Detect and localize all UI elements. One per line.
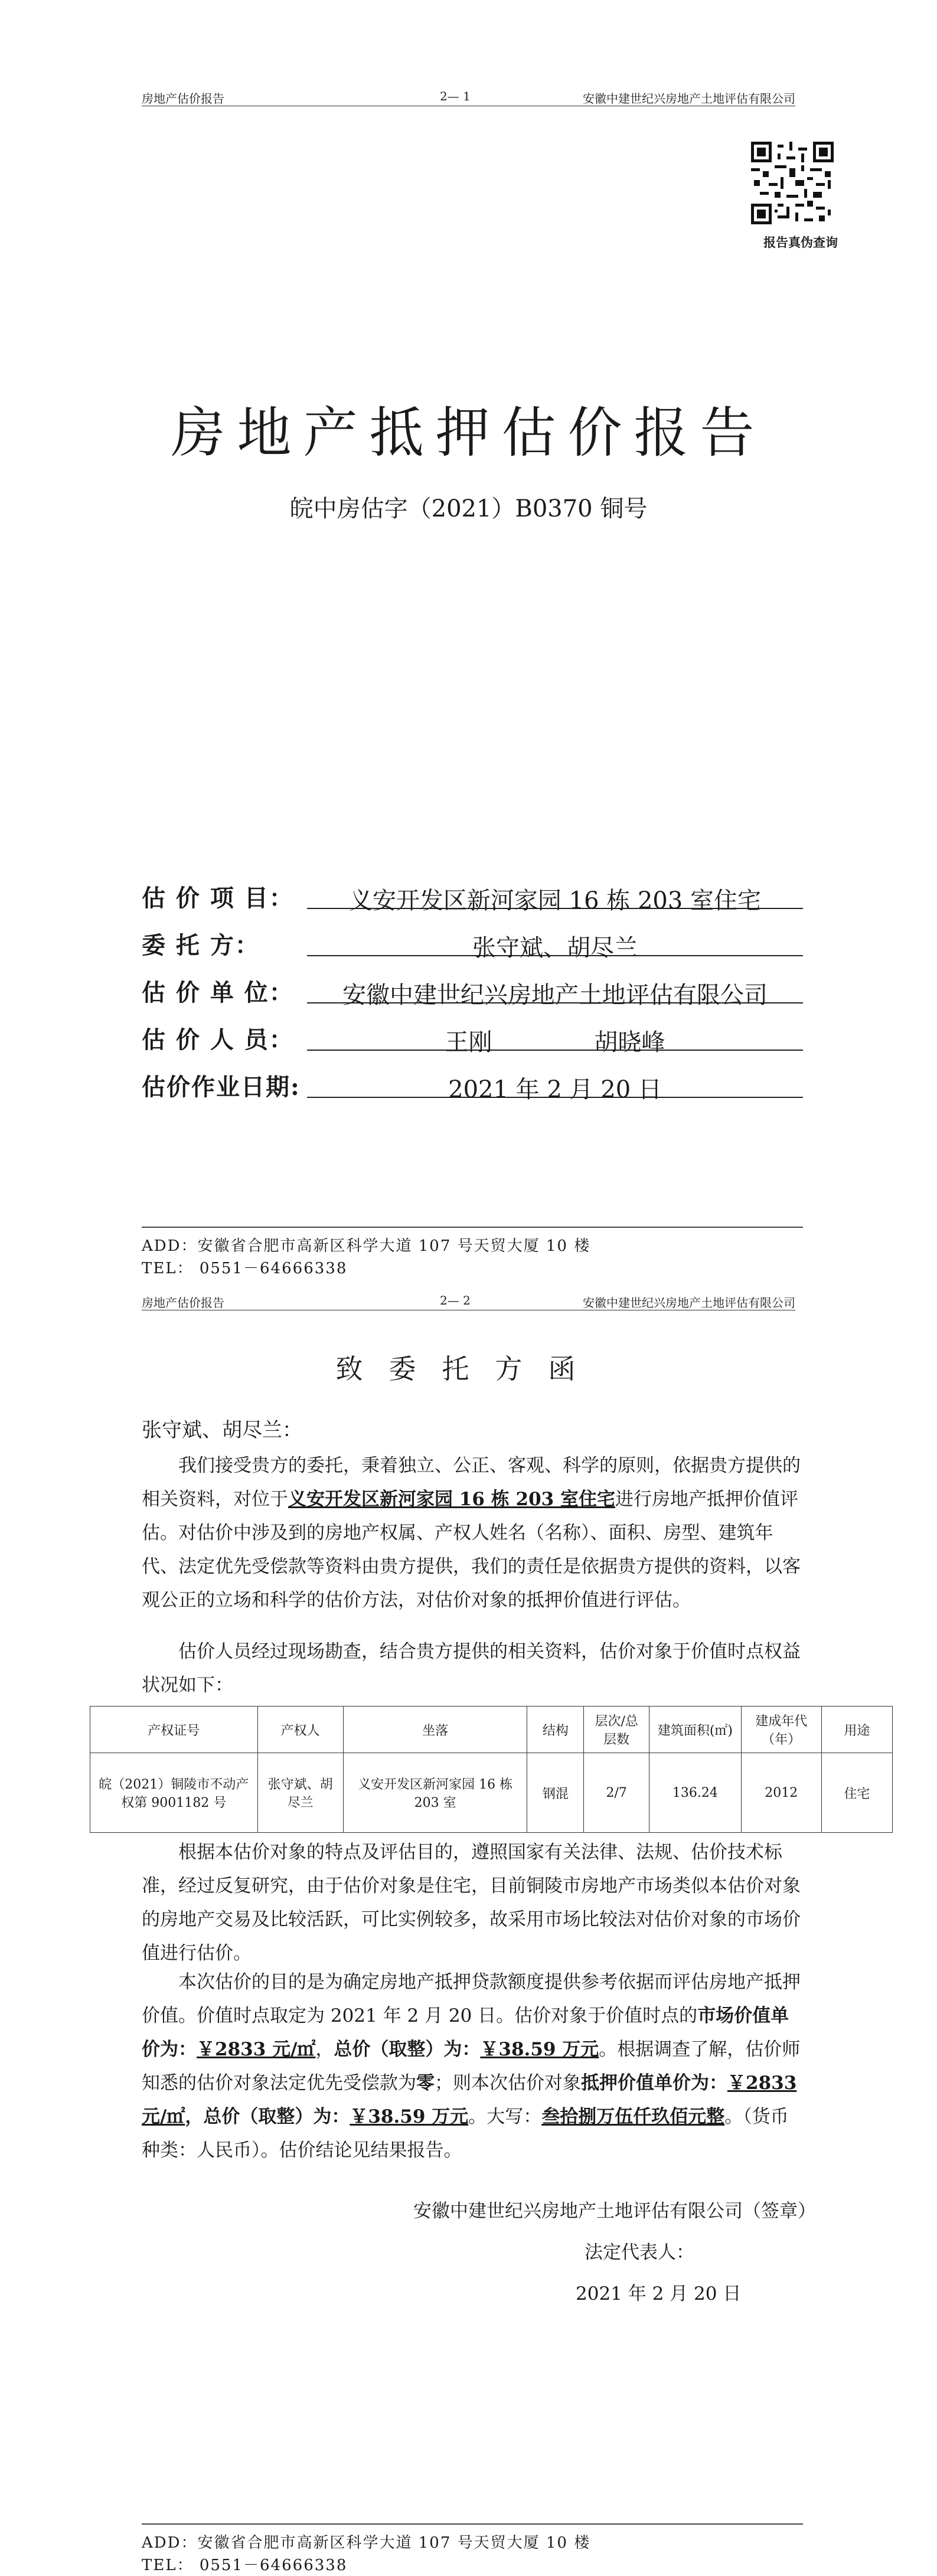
letter-paragraph-2: 估价人员经过现场勘查，结合贵方提供的相关资料，估价对象于价值时点权益状况如下：	[142, 1641, 801, 1696]
table-header-cell: 产权证号	[90, 1707, 258, 1753]
header-right: 安徽中建世纪兴房地产土地评估有限公司	[583, 91, 795, 106]
footer-rule	[142, 2523, 803, 2525]
letter-title: 致委托方函	[335, 1353, 602, 1385]
field-appraisal-project	[142, 880, 803, 915]
company-signature: 安徽中建世纪兴房地产土地评估有限公司（签章）	[413, 2201, 816, 2222]
field-appraisers	[142, 1021, 803, 1057]
table-header-cell: 结构	[527, 1707, 584, 1753]
field-client	[142, 927, 803, 962]
table-cell: 136.24	[649, 1753, 742, 1833]
table-header-cell: 产权人	[257, 1707, 343, 1753]
field-label: 估 价 人 员：	[142, 1026, 294, 1054]
footer-tel: TEL： 0551－64666338	[142, 2557, 348, 2574]
field-label: 估 价 项 目：	[142, 884, 294, 912]
report-title: 房地产抵押估价报告	[171, 401, 766, 465]
field-value: 安徽中建世纪兴房地产土地评估有限公司	[342, 982, 768, 1009]
amount-in-words: 叁拾捌万伍仟玖佰元整	[541, 2106, 725, 2127]
letter-salutation: 张守斌、胡尽兰：	[142, 1418, 302, 1442]
header-page-number: 2— 1	[440, 89, 471, 103]
table-header-cell: 层次/总层数	[584, 1707, 649, 1753]
field-value-appraiser-1: 王刚	[445, 1029, 492, 1056]
field-work-date	[142, 1068, 803, 1104]
table-cell: 2/7	[584, 1753, 649, 1833]
table-header-cell: 用途	[821, 1707, 892, 1753]
letter-paragraph-3: 根据本估价对象的特点及评估目的，遵照国家有关法律、法规、估价技术标准，经过反复研究，由于估价对象是住宅，目前铜陵市房地产市场类似本估价对象的房地产交易及比较活跃，可比实例较多，故采用市场比较法对估价对象的市场价值进行估价。	[142, 1842, 801, 1964]
table-header-cell: 坐落	[343, 1707, 527, 1753]
field-value: 张守斌、胡尽兰	[472, 934, 638, 962]
letter-page	[0, 1278, 937, 2576]
market-unit-price: ￥2833 元/㎡	[197, 2039, 316, 2060]
table-cell: 张守斌、胡尽兰	[257, 1753, 343, 1833]
letter-date: 2021 年 2 月 20 日	[576, 2283, 742, 2304]
legal-representative: 法定代表人：	[585, 2242, 694, 2263]
field-value-appraiser-2: 胡晓峰	[594, 1029, 665, 1056]
field-label: 估价作业日期:	[142, 1073, 301, 1101]
field-appraisal-unit	[142, 974, 803, 1009]
letter-paragraph-4: 本次估价的目的是为确定房地产抵押贷款额度提供参考依据而评估房地产抵押价值。价值时点取定为 2021 年 2 月 20 日。估价对象于价值时点的市场价值单价为：￥2833 元/㎡，总价（取整）为：￥38.59 万元。根据调查了解，估价师知悉的估价对象法定优先受偿款为零；则本次估价对象抵押价值单价为：￥2833 元/㎡，总价（取整）为：￥38.59 万元。大写：叁拾捌万伍仟玖佰元整。（货币种类：人民币）。估价结论见结果报告。	[142, 1972, 801, 2161]
report-cover-page	[0, 0, 937, 1278]
table-header-cell: 建筑面积(㎡)	[649, 1707, 742, 1753]
header-left: 房地产估价报告	[142, 91, 224, 106]
table-cell: 钢混	[527, 1753, 584, 1833]
property-info-table	[90, 1706, 893, 1833]
page-header	[142, 1290, 795, 1310]
mortgage-total-price: ￥38.59 万元	[350, 2106, 469, 2127]
market-total-price: ￥38.59 万元	[480, 2039, 599, 2060]
table-header-row	[90, 1707, 893, 1753]
field-label: 委 托 方：	[142, 931, 260, 959]
table-header-cell: 建成年代（年）	[741, 1707, 821, 1753]
table-cell: 住宅	[821, 1753, 892, 1833]
report-number: 皖中房估字（2021）B0370 铜号	[289, 495, 648, 522]
table-cell: 2012	[741, 1753, 821, 1833]
table-row	[90, 1753, 893, 1833]
footer-rule	[142, 1227, 803, 1228]
header-page-number: 2— 2	[440, 1293, 471, 1307]
field-label: 估 价 单 位：	[142, 979, 294, 1006]
field-value: 2021 年 2 月 20 日	[448, 1076, 662, 1103]
header-left: 房地产估价报告	[142, 1296, 224, 1310]
footer-address: ADD：安徽省合肥市高新区科学大道 107 号天贸大厦 10 楼	[142, 1237, 591, 1255]
table-cell: 皖（2021）铜陵市不动产权第 9001182 号	[90, 1753, 258, 1833]
table-cell: 义安开发区新河家园 16 栋 203 室	[343, 1753, 527, 1833]
property-address: 义安开发区新河家园 16 栋 203 室住宅	[288, 1489, 616, 1510]
mortgage-unit-price: ￥2833 元/㎡	[142, 2072, 797, 2127]
header-right: 安徽中建世纪兴房地产土地评估有限公司	[583, 1296, 795, 1310]
qr-code-icon[interactable]	[751, 142, 834, 224]
qr-code-label: 报告真伪查询	[763, 235, 838, 250]
footer-address: ADD：安徽省合肥市高新区科学大道 107 号天贸大厦 10 楼	[142, 2534, 591, 2552]
footer-tel: TEL： 0551－64666338	[142, 1260, 348, 1277]
page-header	[142, 86, 795, 106]
letter-paragraph-1: 我们接受贵方的委托，秉着独立、公正、客观、科学的原则，依据贵方提供的相关资料，对位于义安开发区新河家园 16 栋 203 室住宅进行房地产抵押价值评估。对估价中涉及到的房地产权属、产权人姓名（名称）、面积、房型、建筑年代、法定优先受偿款等资料由贵方提供，我们的责任是依据贵方提供的资料，以客观公正的立场和科学的估价方法，对估价对象的抵押价值进行评估。	[142, 1455, 801, 1611]
field-value: 义安开发区新河家园 16 栋 203 室住宅	[348, 887, 762, 914]
